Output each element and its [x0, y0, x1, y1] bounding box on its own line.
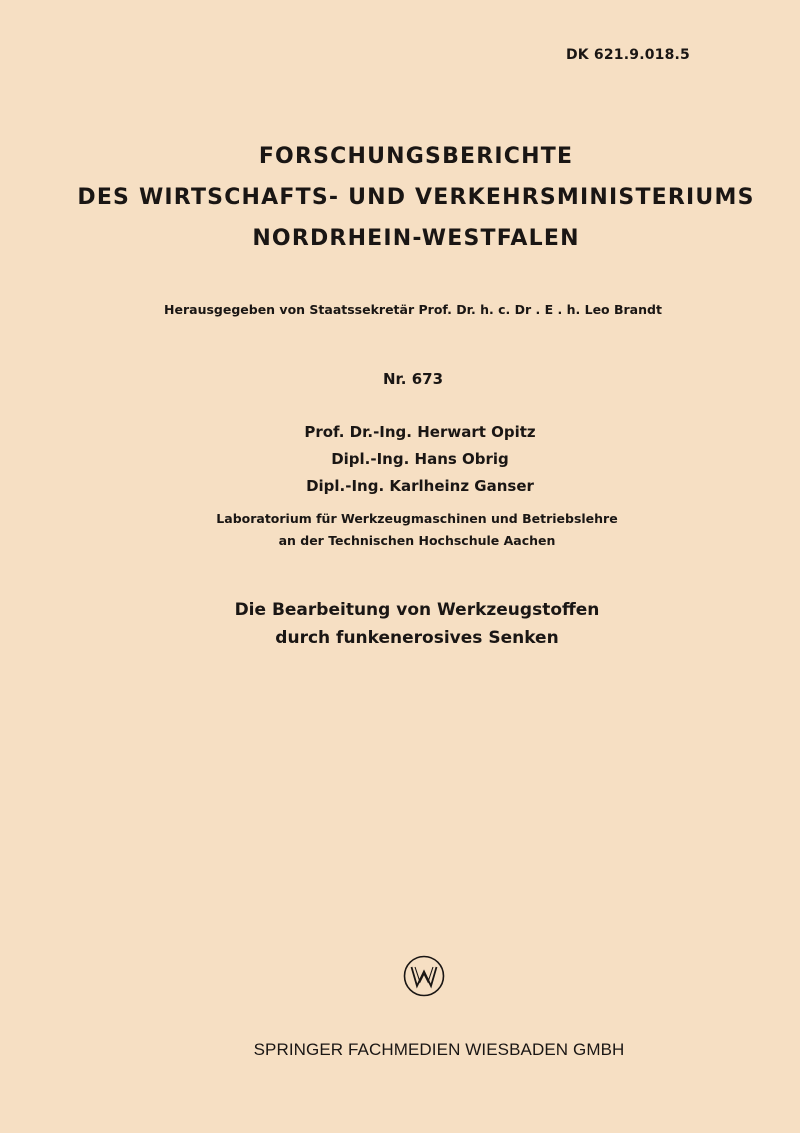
institution-line-2: an der Technischen Hochschule Aachen	[278, 533, 556, 548]
series-title-line-2: DES WIRTSCHAFTS- UND VERKEHRSMINISTERIUMS	[77, 185, 755, 210]
series-title-line-3: NORDRHEIN-WESTFALEN	[252, 226, 580, 251]
institution-line-1: Laboratorium für Werkzeugmaschinen und Betriebslehre	[216, 511, 618, 526]
publisher-name: SPRINGER FACHMEDIEN WIESBADEN GMBH	[253, 1040, 625, 1059]
book-title-line-2: durch funkenerosives Senken	[275, 628, 559, 648]
author-1: Prof. Dr.-Ing. Herwart Opitz	[304, 423, 536, 441]
book-title-line-1: Die Bearbeitung von Werkzeugstoffen	[234, 600, 600, 620]
author-2: Dipl.-Ing. Hans Obrig	[331, 450, 509, 468]
author-3: Dipl.-Ing. Karlheinz Ganser	[306, 477, 534, 495]
series-title-line-1: FORSCHUNGSBERICHTE	[258, 144, 574, 169]
report-number: Nr. 673	[382, 370, 444, 388]
editor-credit: Herausgegeben von Staatssekretär Prof. Dr. h. c. Dr . E . h. Leo Brandt	[164, 302, 662, 317]
publisher-w-emblem-icon	[403, 955, 445, 997]
classification-code: DK 621.9.018.5	[565, 47, 690, 63]
